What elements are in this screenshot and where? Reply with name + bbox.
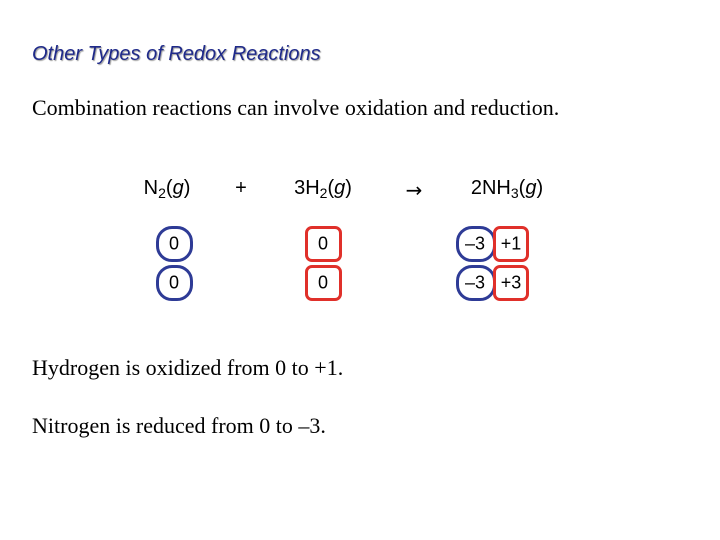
oxidation-n2-row1: 0 [168, 233, 180, 254]
h2-subscript: 2 [319, 185, 328, 201]
n2-subscript: 2 [158, 185, 166, 201]
slide-title: Other Types of Redox Reactions [32, 43, 321, 65]
equation-reactant-n2 [144, 177, 191, 200]
oxidation-nh3-h-row1: +1 [500, 233, 522, 254]
intro-text: Combination reactions can involve oxidation and reduction. [32, 95, 560, 120]
oxidation-nh3-h-row2: +3 [500, 272, 522, 293]
reaction-arrow: → [405, 178, 423, 202]
h2-state-close: ) [345, 177, 352, 199]
n2-state: g [172, 177, 184, 199]
oxidation-nh3-n-row1: –3 [464, 233, 486, 254]
nh3-subscript: 3 [510, 185, 519, 201]
equation-product-nh3 [471, 177, 543, 200]
equation-plus: + [235, 177, 247, 199]
nh3-state-open: ( [518, 177, 526, 199]
nh3-coefficient: 2 [470, 177, 482, 199]
n2-state-open: ( [165, 177, 173, 199]
h2-state: g [334, 177, 346, 199]
nh3-state: g [525, 177, 537, 199]
nh3-state-close: ) [536, 177, 544, 199]
h2-formula: H [305, 177, 320, 199]
reduced-note: Nitrogen is reduced from 0 to –3. [32, 413, 326, 438]
oxidation-nh3-n-row2: –3 [464, 272, 486, 293]
n2-formula: N [143, 177, 159, 199]
n2-state-close: ) [183, 177, 191, 199]
oxidation-h2-row1: 0 [317, 233, 329, 254]
h2-state-open: ( [327, 177, 335, 199]
oxidation-h2-row2: 0 [317, 272, 329, 293]
h2-coefficient: 3 [294, 177, 306, 199]
nh3-formula: NH [481, 177, 511, 199]
equation-reactant-h2 [294, 177, 352, 200]
oxidized-note: Hydrogen is oxidized from 0 to +1. [32, 355, 344, 380]
oxidation-n2-row2: 0 [168, 272, 180, 293]
